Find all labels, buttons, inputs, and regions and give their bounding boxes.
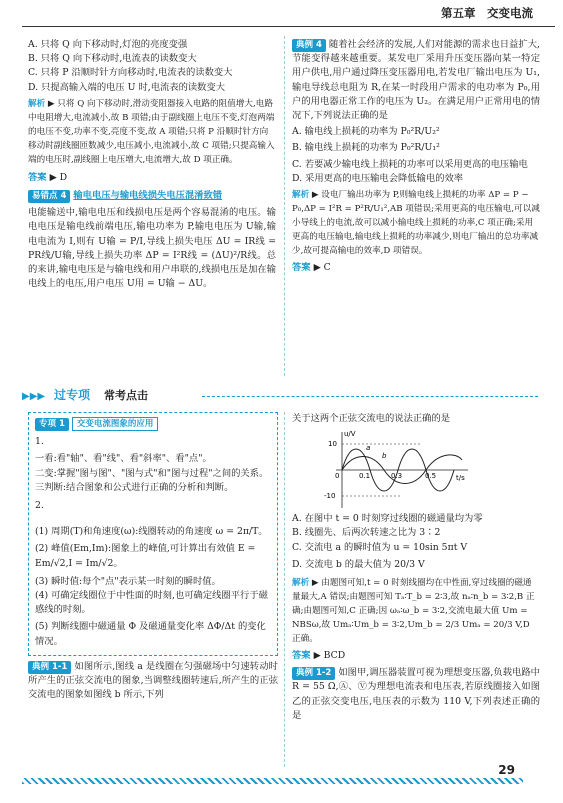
chapter-title: 第五章 交变电流: [441, 6, 533, 20]
rb-analysis: 解析 ▶ 由题图可知,t = 0 时刻线圈均在中性面,穿过线圈的磁通量最大,A 错误;由题图可知 Tₐ∶T_b = 2∶3,故 nₐ∶n_b = 3∶2,B 正确;由题图可知,C 正确;因 ωₐ∶ω_b = 3∶2,交流电最大值 Um = NBSω,故 Umₐ∶Um_b = 3∶2,Um_b = 2/3 Umₐ = 20/3 V,D 正确。: [292, 578, 535, 645]
pitfall-title: 输电电压与输电线损失电压混淆致错: [73, 190, 223, 202]
graph-curve-b-label: b: [382, 452, 387, 461]
option-c: C. 只将 P 沿顺时针方向移动时,电流表的读数变大: [28, 67, 233, 79]
header-rule: [22, 26, 555, 27]
ex4-analysis-label: 解析: [292, 190, 310, 201]
rb-option-b: B. 线圈先、后两次转速之比为 3∶2: [292, 527, 441, 539]
answer-line: 答案 ▶ D: [28, 171, 68, 183]
sine-graph: [322, 428, 472, 510]
rb-option-d: D. 交流电 b 的最大值为 20/3 V: [292, 558, 425, 570]
example4-tag: 典例 4: [292, 39, 326, 52]
column-divider-bottom: [284, 412, 285, 767]
graph-curve-a-label: a: [366, 444, 371, 453]
section-title: 过专项: [54, 388, 91, 402]
rb-option-c: C. 交流电 a 的瞬时值为 u = 10sin 5πt V: [292, 541, 468, 553]
right-bottom-column: [292, 412, 540, 723]
item2-line-3: (3) 瞬时值:每个"点"表示某一时刻的瞬时值。: [35, 575, 221, 587]
item1-number: 1.: [35, 436, 44, 448]
rb-option-a: A. 在图中 t = 0 时刻穿过线圈的磁通量均为零: [292, 513, 483, 525]
ex4-option-a: A. 输电线上损耗的功率为 P₀²R/U₂²: [292, 126, 440, 138]
ex4-option-c: C. 若要减少输电线上损耗的功率可以采用更高的电压输电: [292, 158, 528, 170]
ex4-answer-line: 答案 ▶ C: [292, 262, 331, 274]
item1-line-1: 一看:看"轴"、看"线"、看"斜率"、看"点"。: [35, 453, 212, 465]
rb-answer-value: BCD: [323, 650, 346, 662]
page-number: 29: [498, 763, 515, 777]
graph-x-tick-3: 0.5: [425, 472, 437, 481]
item1-line-2: 二变:掌握"图与图"、"图与式"和"图与过程"之间的关系。: [35, 467, 269, 479]
option-a: A. 只将 Q 向下移动时,灯泡的亮度变强: [28, 39, 188, 50]
example4-question: [292, 38, 540, 123]
left-top-column: [28, 38, 276, 291]
footer-stripe: [22, 778, 523, 784]
topic-heading: [35, 417, 271, 431]
graph-x-label: t/s: [456, 474, 465, 483]
ex4-answer-label: 答案: [292, 262, 311, 274]
pitfall-heading: [28, 189, 276, 203]
example11-text: 如图所示,图线 a 是线圈在匀强磁场中匀速转动时所产生的正弦交流电的图象,当调整线圈转速后,所产生的正弦交流电的图象如图线 b 所示,下列: [28, 660, 278, 701]
graph-y-label: u/V: [344, 430, 356, 439]
section-rule: [202, 396, 538, 397]
ex4-option-d: D. 采用更高的电压输电会降低输电的效率: [292, 172, 464, 184]
answer-label: 答案: [28, 171, 47, 183]
topic-title: 交变电流图象的应用: [72, 417, 159, 431]
answer-value: D: [59, 171, 68, 183]
item2-line-2: (2) 峰值(Em,Im):图象上的峰值,可计算出有效值 E = Em/√2,I = Im/√2。: [35, 543, 256, 569]
pitfall-body: 电能输送中,输电电压和线损电压是两个容易混淆的电压。输电电压是输电线前端电压,输电功率为 P,输电电压为 U输,输电电流为 I,则有 U输 = P/I,导线上损失电压 ΔU = IR线 = PR线/U输,导线上损失功率 ΔP = I²R线 = (ΔU)²/R线。总的来讲,输电电压是与输电线和用户串联的,线损电压是加在输电线上的电压,用户电压 U用 = U输 − ΔU。: [28, 207, 276, 290]
right-top-column: [292, 38, 540, 275]
rb-answer-line: 答案 ▶ BCD: [292, 650, 346, 662]
topic-box: [28, 412, 278, 656]
pitfall-tag: 易错点 4: [28, 190, 70, 203]
item2-line-1: (1) 周期(T)和角速度(ω):线圈转动的角速度 ω = 2π/T。: [35, 526, 268, 538]
left-bottom-column: [28, 412, 278, 702]
graph-y-tick-bottom: -10: [324, 492, 336, 501]
rb-intro: 关于这两个正弦交流电的说法正确的是: [292, 413, 451, 424]
item1-line-3: 三判断:结合图象和公式进行正确的分析和判断。: [35, 481, 234, 493]
page-header: [0, 0, 563, 26]
example12-tag: 典例 1-2: [292, 667, 335, 680]
graph-x-tick-0: 0: [335, 472, 340, 481]
rb-analysis-label: 解析: [292, 578, 310, 589]
example12-paragraph: [292, 666, 540, 723]
ex4-analysis: 解析 ▶ 设电厂输出功率为 P,则输电线上损耗的功率 ΔP = P − P₀,ΔP = I²R = P²R/U₁²,AB 项错误;采用更高的电压输电,可以减小导线上的电流,故可以减小输电线上损耗的功率,C 项正确;采用更高的电压输电,输电线上损耗的功率减少,则电厂输出的总功率减少,故可提高输电的效率,D 项错误。: [292, 190, 540, 257]
analysis-paragraph: 解析 ▶ 只将 Q 向下移动时,滑动变阻器接入电路的阻值增大,电路中电阻增大,电流减小,故 B 项错;由于副线圈上电压不变,灯泡两端的电压不变,功率不变,亮度不变,故 A 项错;只将 P 沿顺时针方向移动时副线圈匝数减少,电压减小,电流减小,故 C 项错;只提高输入端的电压时,副线圈上电压增大,电流增大,故 D 项正确。: [28, 98, 275, 165]
section-arrows-icon: ▶▶▶: [22, 391, 46, 402]
example11-tag: 典例 1-1: [28, 661, 71, 674]
ex4-analysis-text: 设电厂输出功率为 P,则输电线上损耗的功率 ΔP = P − P₀,ΔP = I²R = P²R/U₁²,AB 项错误;采用更高的电压输电,可以减小导线上的电流,故可以减小输电线上损耗的功率,C 项正确;采用更高的电压输电,输电线上损耗的功率减少,则电厂输出的总功率减少,故可提高输电的效率,D 项错误。: [292, 190, 540, 257]
ex4-answer-value: C: [323, 262, 331, 274]
item2-number: 2.: [35, 500, 44, 512]
graph-x-tick-1: 0.1: [359, 472, 371, 481]
item2-line-5: (5) 判断线圈中磁通量 Φ 及磁通量变化率 ΔΦ/Δt 的变化情况。: [35, 621, 266, 647]
example4-text: 随着社会经济的发展,人们对能源的需求也日益扩大,节能变得越来越重要。某发电厂采用升压变压器向某一特定用户供电,用户通过降压变压器用电,若发电厂输出电压为 U₁,输电导线总电阻为 R,在某一时段用户需求的电功率为 P₀,用户的用电器正常工作的电压为 U₂。在满足用户正常用电的情况下,下列说法正确的是: [292, 39, 540, 122]
example12-text: 如图甲,调压器装置可视为理想变压器,负载电路中 R = 55 Ω,Ⓐ、Ⓥ为理想电流表和电压表,若原线圈接入如图乙的正弦交变电压,电压表的示数为 110 V,下列表述正确的是: [292, 667, 540, 721]
analysis-text: 只将 Q 向下移动时,滑动变阻器接入电路的阻值增大,电路中电阻增大,电流减小,故 B 项错;由于副线圈上电压不变,灯泡两端的电压不变,功率不变,亮度不变,故 A 项错;只将 P 沿顺时针方向移动时副线圈匝数减少,电压减小,电流减小,故 C 项错;只提高输入端的电压时,副线圈上电压增大,电流增大,故 D 项正确。: [28, 98, 275, 165]
column-divider-top: [284, 36, 285, 376]
analysis-label: 解析: [28, 98, 46, 109]
rb-analysis-text: 由题图可知,t = 0 时刻线圈均在中性面,穿过线圈的磁通量最大,A 错误;由题图可知 Tₐ∶T_b = 2∶3,故 nₐ∶n_b = 3∶2,B 正确;由题图可知,C 正确;因 ωₐ∶ω_b = 3∶2,交流电最大值 Um = NBSω,故 Umₐ∶Um_b = 3∶2,Um_b = 2/3 Umₐ = 20/3 V,D 正确。: [292, 578, 535, 645]
option-d: D. 只提高输入端的电压 U 时,电流表的读数变大: [28, 81, 226, 93]
graph-y-tick-top: 10: [328, 440, 337, 449]
graph-x-tick-2: 0.3: [391, 472, 403, 481]
section-bar: [22, 388, 548, 406]
option-b: B. 只将 Q 向下移动时,电流表的读数变大: [28, 53, 197, 65]
section-subtitle: 常考点击: [104, 389, 148, 402]
rb-answer-label: 答案: [292, 650, 311, 662]
ex4-option-b: B. 输电线上损耗的功率为 P₀²R/U₁²: [292, 142, 440, 154]
item2-line-4: (4) 可确定线圈位于中性面的时刻,也可确定线圈平行于磁感线的时刻。: [35, 590, 268, 616]
example11-paragraph: [28, 660, 278, 703]
topic-tag: 专项 1: [35, 418, 69, 431]
